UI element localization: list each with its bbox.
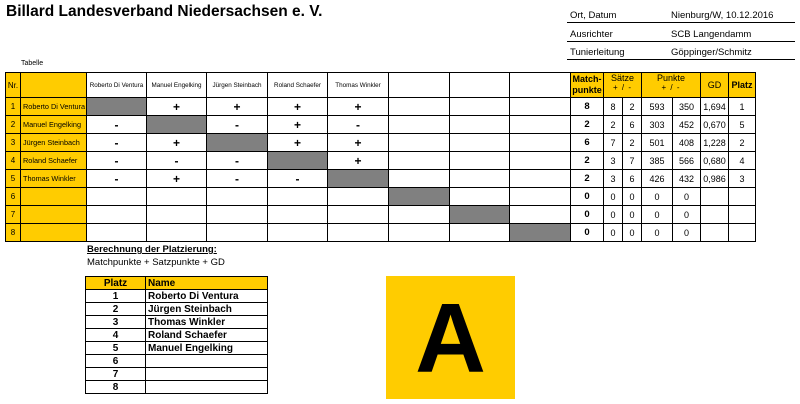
match-points-cell: 2 bbox=[571, 116, 604, 134]
result-cell: + bbox=[147, 170, 207, 188]
gd-cell bbox=[701, 188, 729, 206]
diagonal-cell bbox=[268, 152, 328, 170]
placement-rank: 6 bbox=[86, 355, 146, 368]
result-cell bbox=[147, 188, 207, 206]
saetze-plus-cell: 0 bbox=[604, 188, 623, 206]
result-cell: - bbox=[87, 116, 147, 134]
result-cell bbox=[389, 206, 450, 224]
row-player-name bbox=[21, 188, 87, 206]
placement-rank: 2 bbox=[86, 303, 146, 316]
punkte-plus-cell: 303 bbox=[642, 116, 673, 134]
placement-row bbox=[86, 316, 268, 329]
row-nr: 8 bbox=[6, 224, 21, 242]
saetze-plus-cell: 0 bbox=[604, 206, 623, 224]
match-points-cell: 0 bbox=[571, 206, 604, 224]
punkte-minus-cell: 432 bbox=[673, 170, 701, 188]
platz-cell bbox=[729, 206, 756, 224]
placement-rank: 7 bbox=[86, 368, 146, 381]
platz-cell: 1 bbox=[729, 98, 756, 116]
result-cell bbox=[147, 206, 207, 224]
result-cell: - bbox=[207, 116, 268, 134]
result-cell: - bbox=[87, 170, 147, 188]
platz-cell: 2 bbox=[729, 134, 756, 152]
result-cell bbox=[510, 170, 571, 188]
result-cell: - bbox=[207, 170, 268, 188]
result-cell bbox=[207, 224, 268, 242]
result-cell: - bbox=[328, 116, 389, 134]
info-divider bbox=[567, 59, 795, 60]
gd-cell bbox=[701, 206, 729, 224]
result-cell bbox=[147, 224, 207, 242]
header-opponent: Roland Schaefer bbox=[268, 73, 328, 98]
header-opponent bbox=[450, 73, 510, 98]
header-opponent: Roberto Di Ventura bbox=[87, 73, 147, 98]
placement-row bbox=[86, 368, 268, 381]
header-match-line1: Match- bbox=[572, 74, 602, 84]
saetze-plus-cell: 0 bbox=[604, 224, 623, 242]
info-value-tunierleitung: Göppinger/Schmitz bbox=[671, 47, 752, 58]
result-cell: + bbox=[328, 98, 389, 116]
match-points-cell: 0 bbox=[571, 224, 604, 242]
placement-name bbox=[146, 381, 268, 394]
platz-cell bbox=[729, 188, 756, 206]
gd-cell: 1,228 bbox=[701, 134, 729, 152]
calculation-formula: Matchpunkte + Satzpunkte + GD bbox=[87, 257, 225, 268]
punkte-minus-cell: 0 bbox=[673, 224, 701, 242]
match-points-cell: 0 bbox=[571, 188, 604, 206]
table-row bbox=[6, 206, 756, 224]
diagonal-cell bbox=[147, 116, 207, 134]
header-match-points bbox=[571, 73, 604, 98]
punkte-plus-cell: 385 bbox=[642, 152, 673, 170]
result-cell bbox=[207, 206, 268, 224]
result-cell bbox=[87, 206, 147, 224]
table-caption: Tabelle bbox=[21, 60, 44, 67]
result-cell bbox=[510, 206, 571, 224]
header-opponent: Thomas Winkler bbox=[328, 73, 389, 98]
placement-name bbox=[146, 355, 268, 368]
gd-cell: 1,694 bbox=[701, 98, 729, 116]
placement-row bbox=[86, 381, 268, 394]
saetze-plus-cell: 3 bbox=[604, 170, 623, 188]
saetze-minus-cell: 2 bbox=[623, 98, 642, 116]
results-table bbox=[5, 72, 756, 242]
punkte-minus-cell: 452 bbox=[673, 116, 701, 134]
gd-cell: 0,680 bbox=[701, 152, 729, 170]
saetze-minus-cell: 0 bbox=[623, 224, 642, 242]
result-cell bbox=[328, 188, 389, 206]
row-nr: 3 bbox=[6, 134, 21, 152]
result-cell bbox=[328, 206, 389, 224]
table-row bbox=[6, 152, 756, 170]
result-cell bbox=[389, 152, 450, 170]
result-cell bbox=[87, 224, 147, 242]
row-player-name: Roberto Di Ventura bbox=[21, 98, 87, 116]
punkte-minus-cell: 408 bbox=[673, 134, 701, 152]
placement-name: Roberto Di Ventura bbox=[146, 290, 268, 303]
row-nr: 6 bbox=[6, 188, 21, 206]
row-player-name: Manuel Engelking bbox=[21, 116, 87, 134]
gd-cell bbox=[701, 224, 729, 242]
result-cell bbox=[510, 152, 571, 170]
header-opponent: Manuel Engelking bbox=[147, 73, 207, 98]
saetze-minus-cell: 2 bbox=[623, 134, 642, 152]
match-points-cell: 2 bbox=[571, 152, 604, 170]
gd-cell: 0,986 bbox=[701, 170, 729, 188]
result-cell: + bbox=[147, 98, 207, 116]
diagonal-cell bbox=[328, 170, 389, 188]
result-cell: + bbox=[207, 98, 268, 116]
placement-row bbox=[86, 355, 268, 368]
row-nr: 2 bbox=[6, 116, 21, 134]
platz-cell: 5 bbox=[729, 116, 756, 134]
placement-name: Roland Schaefer bbox=[146, 329, 268, 342]
placement-name: Manuel Engelking bbox=[146, 342, 268, 355]
placement-header-platz: Platz bbox=[86, 277, 146, 290]
table-row bbox=[6, 188, 756, 206]
table-header-row bbox=[6, 73, 756, 98]
punkte-plus-cell: 501 bbox=[642, 134, 673, 152]
placement-rank: 1 bbox=[86, 290, 146, 303]
punkte-minus-cell: 566 bbox=[673, 152, 701, 170]
header-saetze bbox=[604, 73, 642, 98]
result-cell: + bbox=[328, 134, 389, 152]
info-divider bbox=[567, 41, 795, 42]
header-opponent bbox=[510, 73, 571, 98]
placement-row bbox=[86, 342, 268, 355]
punkte-minus-cell: 350 bbox=[673, 98, 701, 116]
placement-row bbox=[86, 329, 268, 342]
info-value-ort-datum: Nienburg/W, 10.12.2016 bbox=[671, 10, 774, 21]
row-nr: 1 bbox=[6, 98, 21, 116]
result-cell bbox=[450, 134, 510, 152]
row-player-name: Jürgen Steinbach bbox=[21, 134, 87, 152]
result-cell bbox=[450, 188, 510, 206]
result-cell bbox=[207, 188, 268, 206]
gd-cell: 0,670 bbox=[701, 116, 729, 134]
punkte-minus-cell: 0 bbox=[673, 188, 701, 206]
row-nr: 5 bbox=[6, 170, 21, 188]
result-cell bbox=[510, 134, 571, 152]
saetze-plus-cell: 2 bbox=[604, 116, 623, 134]
result-cell: + bbox=[268, 98, 328, 116]
page-title: Billard Landesverband Niedersachsen e. V. bbox=[6, 3, 323, 20]
header-name-cell bbox=[21, 73, 87, 98]
match-points-cell: 8 bbox=[571, 98, 604, 116]
saetze-minus-cell: 0 bbox=[623, 206, 642, 224]
result-cell bbox=[268, 188, 328, 206]
diagonal-cell bbox=[450, 206, 510, 224]
result-cell: + bbox=[268, 116, 328, 134]
platz-cell bbox=[729, 224, 756, 242]
diagonal-cell bbox=[87, 98, 147, 116]
header-saetze-sub: + / - bbox=[612, 83, 632, 92]
placement-row bbox=[86, 303, 268, 316]
result-cell: + bbox=[147, 134, 207, 152]
placement-rank: 4 bbox=[86, 329, 146, 342]
result-cell bbox=[389, 116, 450, 134]
saetze-minus-cell: 6 bbox=[623, 116, 642, 134]
info-divider bbox=[567, 22, 795, 23]
placement-table bbox=[85, 276, 268, 394]
info-label-tunierleitung: Tunierleitung bbox=[570, 47, 625, 58]
result-cell bbox=[510, 188, 571, 206]
result-cell bbox=[450, 98, 510, 116]
result-cell: - bbox=[87, 134, 147, 152]
result-cell bbox=[268, 206, 328, 224]
result-cell bbox=[510, 116, 571, 134]
saetze-minus-cell: 7 bbox=[623, 152, 642, 170]
placement-rank: 8 bbox=[86, 381, 146, 394]
table-row bbox=[6, 224, 756, 242]
punkte-minus-cell: 0 bbox=[673, 206, 701, 224]
saetze-plus-cell: 7 bbox=[604, 134, 623, 152]
diagonal-cell bbox=[207, 134, 268, 152]
header-platz: Platz bbox=[729, 73, 756, 98]
header-punkte bbox=[642, 73, 701, 98]
header-opponent: Jürgen Steinbach bbox=[207, 73, 268, 98]
result-cell bbox=[450, 116, 510, 134]
punkte-plus-cell: 593 bbox=[642, 98, 673, 116]
table-row bbox=[6, 98, 756, 116]
placement-row bbox=[86, 290, 268, 303]
punkte-plus-cell: 0 bbox=[642, 188, 673, 206]
saetze-plus-cell: 8 bbox=[604, 98, 623, 116]
saetze-plus-cell: 3 bbox=[604, 152, 623, 170]
table-row bbox=[6, 134, 756, 152]
row-player-name: Roland Schaefer bbox=[21, 152, 87, 170]
result-cell bbox=[389, 224, 450, 242]
result-cell: + bbox=[268, 134, 328, 152]
platz-cell: 3 bbox=[729, 170, 756, 188]
placement-header-name: Name bbox=[146, 277, 268, 290]
placement-header-row bbox=[86, 277, 268, 290]
saetze-minus-cell: 6 bbox=[623, 170, 642, 188]
punkte-plus-cell: 0 bbox=[642, 224, 673, 242]
header-opponent bbox=[389, 73, 450, 98]
placement-name: Jürgen Steinbach bbox=[146, 303, 268, 316]
header-gd: GD bbox=[701, 73, 729, 98]
placement-name: Thomas Winkler bbox=[146, 316, 268, 329]
punkte-plus-cell: 0 bbox=[642, 206, 673, 224]
table-row bbox=[6, 116, 756, 134]
header-saetze-label: Sätze bbox=[610, 73, 634, 83]
table-row bbox=[6, 170, 756, 188]
result-cell: - bbox=[87, 152, 147, 170]
result-cell bbox=[450, 170, 510, 188]
row-player-name bbox=[21, 206, 87, 224]
diagonal-cell bbox=[510, 224, 571, 242]
row-player-name bbox=[21, 224, 87, 242]
calculation-title: Berechnung der Platzierung: bbox=[87, 244, 217, 255]
result-cell bbox=[450, 152, 510, 170]
punkte-plus-cell: 426 bbox=[642, 170, 673, 188]
match-points-cell: 2 bbox=[571, 170, 604, 188]
header-match-line2: punkte bbox=[572, 85, 602, 95]
result-cell: - bbox=[147, 152, 207, 170]
result-cell bbox=[389, 134, 450, 152]
group-letter-badge: A bbox=[386, 276, 515, 399]
result-cell bbox=[450, 224, 510, 242]
header-punkte-label: Punkte bbox=[656, 73, 686, 83]
result-cell bbox=[389, 98, 450, 116]
platz-cell: 4 bbox=[729, 152, 756, 170]
placement-name bbox=[146, 368, 268, 381]
result-cell bbox=[328, 224, 389, 242]
result-cell bbox=[510, 98, 571, 116]
result-cell: - bbox=[207, 152, 268, 170]
placement-rank: 5 bbox=[86, 342, 146, 355]
row-nr: 7 bbox=[6, 206, 21, 224]
result-cell: + bbox=[328, 152, 389, 170]
diagonal-cell bbox=[389, 188, 450, 206]
info-value-ausrichter: SCB Langendamm bbox=[671, 29, 752, 40]
row-player-name: Thomas Winkler bbox=[21, 170, 87, 188]
header-nr: Nr. bbox=[6, 73, 21, 98]
saetze-minus-cell: 0 bbox=[623, 188, 642, 206]
result-cell bbox=[268, 224, 328, 242]
result-cell bbox=[87, 188, 147, 206]
info-label-ort-datum: Ort, Datum bbox=[570, 10, 617, 21]
result-cell bbox=[389, 170, 450, 188]
match-points-cell: 6 bbox=[571, 134, 604, 152]
info-label-ausrichter: Ausrichter bbox=[570, 29, 613, 40]
header-punkte-sub: + / - bbox=[661, 83, 681, 92]
result-cell: - bbox=[268, 170, 328, 188]
row-nr: 4 bbox=[6, 152, 21, 170]
placement-rank: 3 bbox=[86, 316, 146, 329]
